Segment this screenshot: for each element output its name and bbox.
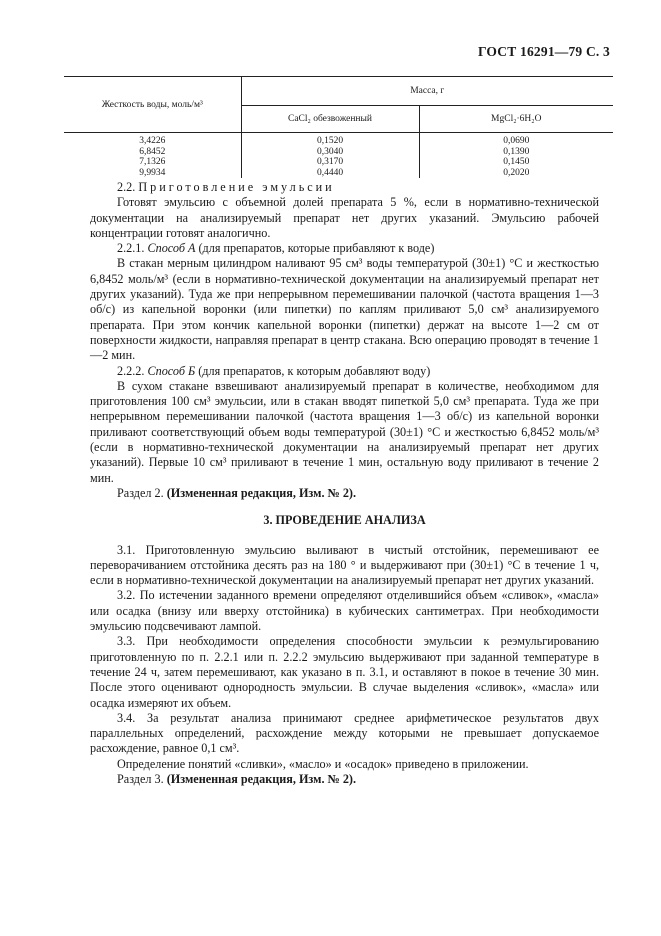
amendment-note-section-2: Раздел 2. (Измененная редакция, Изм. № 2). — [117, 485, 357, 500]
hardness-mass-table — [64, 76, 613, 178]
paragraph-3-2: 3.2. По истечении заданного времени определяют отделившийся объем «сливок», «масла» или осадка (внизу или вверху отстойника) в кубических сантиметрах. При необходимости эмульсию подсвечивают лампой. — [90, 588, 599, 634]
page-header: ГОСТ 16291—79 С. 3 — [477, 44, 610, 59]
paragraph-2-2-2: В сухом стакане взвешивают анализируемый препарат в количестве, необходимом для приготовления 100 см³ эмульсии, или в стакан вводят пипеткой 5,0 см³ препарата. Туда же при непрерывном перемешивании палочкой (частота вращения 1—3 об/с) из капельной воронки приливают соответствующий объем воды температурой (30±1) °С и жесткостью 6,8452 моль/м³ (если в нормативно-технической документации на анализируемый препарат нет других указаний). Первые 10 см³ приливают в течение 1 мин, остальную воду приливают в течение 2 мин. — [90, 378, 599, 485]
table-row: 7,1326 0,3170 0,1450 — [64, 157, 613, 168]
section-2-2-1-heading: 2.2.1. Способ А (для препаратов, которые прибавляют к воде) — [117, 241, 435, 256]
section-2-2-2-heading: 2.2.2. Способ Б (для препаратов, к которым добавляют воду) — [117, 363, 431, 378]
col-header-mass: Масса, г — [241, 77, 613, 106]
paragraph-3-4: 3.4. За результат анализа принимают среднее арифметическое результатов двух параллельных определений, расхождение между которыми не превышает допускаемое расхождение, равное 0,1 см³. — [90, 710, 599, 756]
col-header-cacl2: CaCl₂ обезвоженный — [241, 106, 419, 133]
paragraph-2-2-1: В стакан мерным цилиндром наливают 95 см³ воды температурой (30±1) °С и жесткостью 6,8452 моль/м³ (если в нормативно-технической документации на анализируемый препарат нет других указаний). Туда же при непрерывном перемешивании палочкой (частота вращения 1—3 об/с) из капельной воронки (или пипетки) по каплям приливают 5,0 см³ анализируемого препарата. При этом кончик капельной воронки (пипетки) держат на высоте 1—2 см от поверхности жидкости, направляя препарат в центр стакана. Всю операцию проводят в течение 1—2 мин. — [90, 256, 599, 363]
amendment-note-section-3: Раздел 3. (Измененная редакция, Изм. № 2). — [117, 771, 357, 786]
section-3-heading: 3. ПРОВЕДЕНИЕ АНАЛИЗА — [263, 513, 426, 528]
paragraph-3-1: 3.1. Приготовленную эмульсию выливают в чистый отстойник, перемешивают ее переворачиванием отстойника десять раз на 180 ° и выдерживают при (30±1) °С в течение 1 ч, если в нормативно-технической документации на анализируемый препарат нет других указаний. — [90, 542, 599, 588]
section-2-2-heading: 2.2. Приготовление эмульсии — [117, 180, 335, 194]
paragraph-2-2: Готовят эмульсию с объемной долей препарата 5 %, если в нормативно-технической документации на анализируемый препарат нет других указаний. Эмульсию рабочей концентрации готовят аналогично. — [90, 195, 599, 240]
document-body — [90, 180, 599, 787]
table-row: 9,9934 0,4440 0,2020 — [64, 168, 613, 179]
col-header-hardness: Жесткость воды, моль/м³ — [64, 77, 241, 133]
col-header-mgcl2: MgCl₂·6H₂O — [419, 106, 613, 133]
table-row: 6,8452 0,3040 0,1390 — [64, 147, 613, 158]
paragraph-3-3: 3.3. При необходимости определения способности эмульсии к реэмульгированию приготовленную по п. 2.2.1 или п. 2.2.2 эмульсию выдерживают при заданной температуре в течение 24 ч, затем перемешивают, как указано в п. 3.1, и оставляют в покое в течение 30 мин. После этого оценивают однородность эмульсии. В случае выделения «сливок», «масла» или осадка измеряют их объем. — [90, 634, 599, 710]
paragraph-definitions: Определение понятий «сливки», «масло» и «осадок» приведено в приложении. — [117, 756, 529, 771]
table-row: 3,4226 0,1520 0,0690 — [64, 133, 613, 147]
